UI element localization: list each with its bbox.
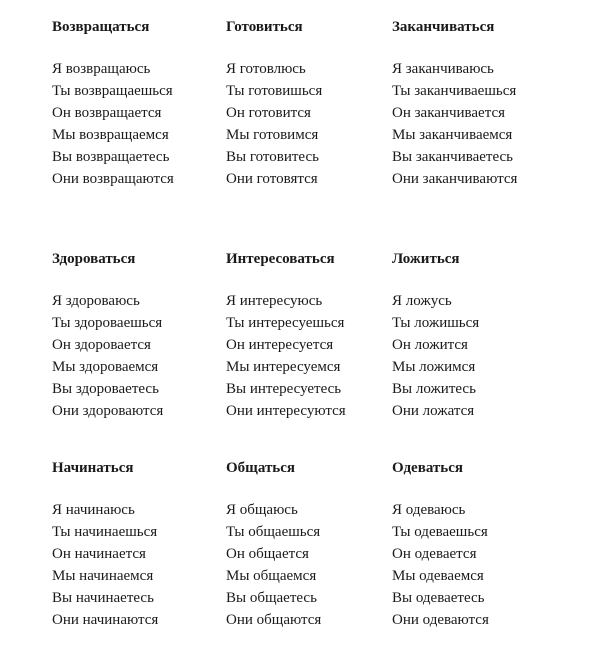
conjugation-form: Ты начинаешься	[52, 524, 158, 540]
conjugation-form: Он общается	[226, 546, 309, 562]
conjugation-form: Он начинается	[52, 546, 146, 562]
conjugation-form: Я заканчиваюсь	[392, 61, 494, 77]
conjugation-form: Мы интересуемся	[226, 359, 341, 375]
verb-block-gotovitsya	[226, 18, 401, 190]
conjugation-form: Вы общаетесь	[226, 590, 317, 606]
verb-block-zdorovatsya	[52, 250, 227, 422]
conjugation-form: Ты здороваешься	[52, 315, 163, 331]
conjugation-form: Они ложатся	[392, 403, 475, 419]
conjugation-form: Я одеваюсь	[392, 502, 466, 518]
conjugation-list	[52, 290, 227, 422]
conjugation-form: Ты заканчиваешься	[392, 83, 517, 99]
conjugation-form: Они здороваются	[52, 403, 164, 419]
conjugation-form: Ты одеваешься	[392, 524, 488, 540]
conjugation-form: Вы возвращаетесь	[52, 149, 170, 165]
conjugation-form: Вы одеваетесь	[392, 590, 485, 606]
conjugation-form: Он интересуется	[226, 337, 334, 353]
conjugation-list	[392, 58, 567, 190]
conjugation-form: Мы заканчиваемся	[392, 127, 513, 143]
conjugation-form: Он готовится	[226, 105, 311, 121]
verb-title: Одеваться	[392, 460, 464, 476]
conjugation-form: Мы ложимся	[392, 359, 476, 375]
verb-title: Интересоваться	[226, 251, 335, 267]
verb-block-vozvrashchatsya	[52, 18, 227, 190]
conjugation-form: Я начинаюсь	[52, 502, 135, 518]
conjugation-form: Они возвращаются	[52, 171, 174, 187]
conjugation-form: Я возвращаюсь	[52, 61, 151, 77]
conjugation-list	[392, 290, 567, 422]
verb-block-interesovatsya	[226, 250, 401, 422]
conjugation-form: Они заканчиваются	[392, 171, 518, 187]
conjugation-form: Мы общаемся	[226, 568, 317, 584]
conjugation-form: Вы начинаетесь	[52, 590, 154, 606]
conjugation-form: Ты возвращаешься	[52, 83, 173, 99]
conjugation-form: Они начинаются	[52, 612, 159, 628]
conjugation-form: Я общаюсь	[226, 502, 298, 518]
conjugation-list	[226, 290, 401, 422]
conjugation-form: Я ложусь	[392, 293, 452, 309]
verb-title: Заканчиваться	[392, 19, 495, 35]
conjugation-form: Ты интересуешься	[226, 315, 345, 331]
verb-title: Общаться	[226, 460, 296, 476]
conjugation-form: Ты общаешься	[226, 524, 321, 540]
verb-block-nachinatsya	[52, 459, 227, 631]
conjugation-form: Я готовлюсь	[226, 61, 306, 77]
conjugation-form: Он одевается	[392, 546, 477, 562]
verb-title: Возвращаться	[52, 19, 150, 35]
verb-title: Готовиться	[226, 19, 303, 35]
conjugation-form: Вы заканчиваетесь	[392, 149, 514, 165]
verb-block-zakanchivatsya	[392, 18, 567, 190]
conjugation-form: Мы возвращаемся	[52, 127, 169, 143]
verb-block-lozhitsya	[392, 250, 567, 422]
verb-title: Здороваться	[52, 251, 136, 267]
conjugation-list	[52, 58, 227, 190]
conjugation-form: Я интересуюсь	[226, 293, 323, 309]
conjugation-form: Они готовятся	[226, 171, 318, 187]
conjugation-form: Он ложится	[392, 337, 468, 353]
conjugation-form: Он здоровается	[52, 337, 151, 353]
conjugation-form: Вы готовитесь	[226, 149, 319, 165]
conjugation-form: Они общаются	[226, 612, 322, 628]
conjugation-form: Вы интересуетесь	[226, 381, 342, 397]
conjugation-form: Ты готовишься	[226, 83, 323, 99]
conjugation-form: Он возвращается	[52, 105, 162, 121]
verb-block-odevatsya	[392, 459, 567, 631]
verb-block-obshchatsya	[226, 459, 401, 631]
conjugation-form: Мы готовимся	[226, 127, 319, 143]
conjugation-list	[226, 58, 401, 190]
conjugation-form: Вы ложитесь	[392, 381, 476, 397]
conjugation-form: Они интересуются	[226, 403, 346, 419]
conjugation-form: Он заканчивается	[392, 105, 506, 121]
conjugation-list	[52, 499, 227, 631]
conjugation-list	[226, 499, 401, 631]
conjugation-form: Они одеваются	[392, 612, 489, 628]
conjugation-list	[392, 499, 567, 631]
conjugation-form: Вы здороваетесь	[52, 381, 159, 397]
conjugation-form: Мы здороваемся	[52, 359, 159, 375]
conjugation-form: Я здороваюсь	[52, 293, 140, 309]
verb-title: Ложиться	[392, 251, 460, 267]
verb-title: Начинаться	[52, 460, 134, 476]
conjugation-form: Мы начинаемся	[52, 568, 154, 584]
conjugation-form: Ты ложишься	[392, 315, 480, 331]
conjugation-form: Мы одеваемся	[392, 568, 484, 584]
